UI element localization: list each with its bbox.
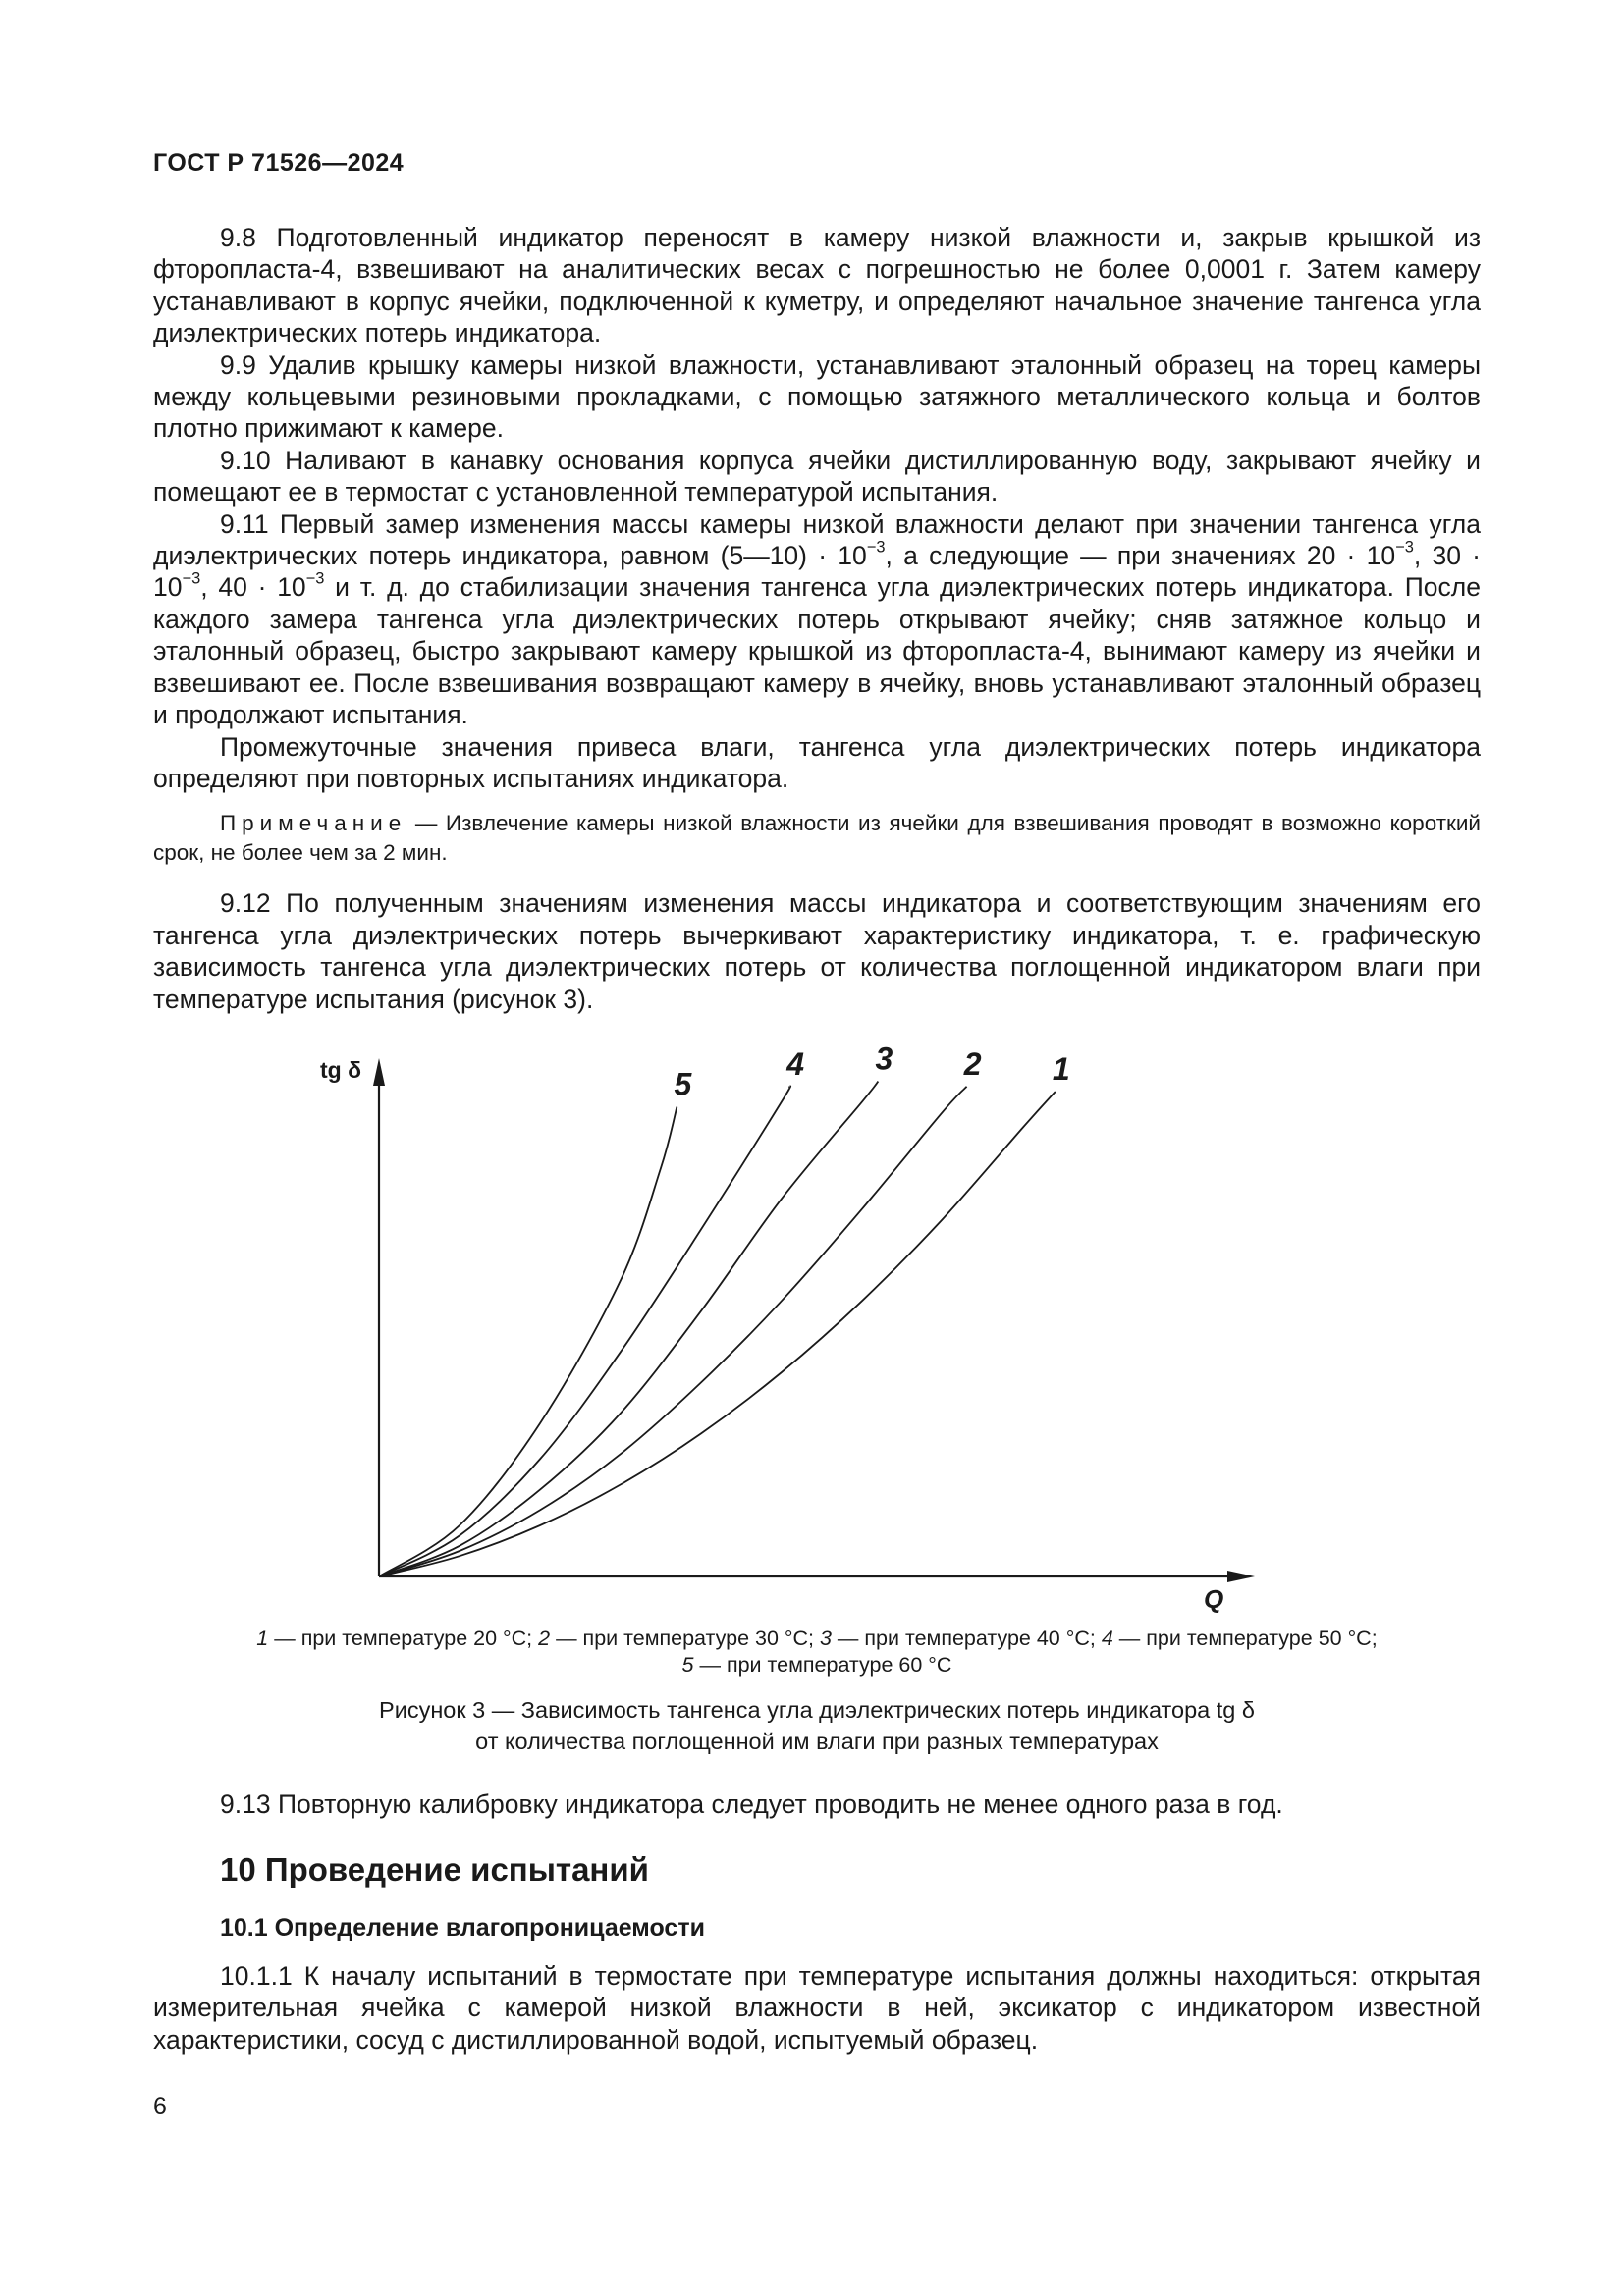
paragraph-9-12: 9.12 По полученным значениям изменения массы индикатора и соответствующим значениям его тангенса угла диэлектрических потерь вычеркивают характеристику индикатора, т. е. графическую зависимость тангенса угла диэлектрических потерь от количества поглощенной индикатором влаги при температуре испытания (рисунок 3). (153, 888, 1481, 1014)
note-text: — Извлечение камеры низкой влажности из ячейки для взвешивания проводят в возможно короткий срок, не более чем за 2 мин. (153, 811, 1481, 866)
paragraph-intermediate: Промежуточные значения привеса влаги, тангенса угла диэлектрических потерь индикатора определяют при повторных испытаниях индикатора. (153, 731, 1481, 793)
series-label-3: 3 (875, 1041, 893, 1077)
document-header: ГОСТ Р 71526—2024 (153, 149, 405, 177)
page-number: 6 (153, 2093, 167, 2120)
section-title: 10 Проведение испытаний (220, 1851, 649, 1888)
note (153, 809, 1481, 868)
series-label-2: 2 (963, 1045, 982, 1082)
exponent: −3 (182, 570, 201, 589)
legend-num: 5 (681, 1653, 694, 1677)
legend-num: 1 (256, 1627, 269, 1650)
note-label: Примечание (220, 811, 407, 836)
paragraph-9-11-part: , 40 · 10 (200, 572, 306, 603)
series-label-4: 4 (786, 1045, 805, 1082)
figure-3 (0, 1031, 1624, 1639)
legend-text: — при температуре 20 °C; (268, 1627, 539, 1650)
paragraph-9-13: 9.13 Повторную калибровку индикатора следует проводить не менее одного раза в год. (220, 1789, 1283, 1819)
legend-line-1 (153, 1626, 1481, 1652)
y-axis-label: tg δ (320, 1057, 362, 1083)
figure-legend (153, 1626, 1481, 1679)
exponent: −3 (305, 570, 325, 589)
paragraph-9-11-part: и т. д. до стабилизации значения тангенса угла диэлектрических потерь индикатора. После каждого замера тангенса угла диэлектрических потерь открывают ячейку; сняв затяжное кольцо и эталонный образец, быстро закрывают камеру крышкой из фторопласта-4, вынимают камеру из ячейки и взвешивают ее. После взвешивания возвращают камеру в ячейку, вновь устанавливают эталонный образец и продолжают испытания. (153, 572, 1481, 730)
paragraph-9-11 (153, 508, 1481, 731)
legend-num: 3 (819, 1627, 832, 1650)
legend-text: — при температуре 50 °C; (1112, 1627, 1378, 1650)
exponent: −3 (866, 538, 886, 557)
caption-line-1: Рисунок 3 — Зависимость тангенса угла диэлектрических потерь индикатора tg δ (379, 1697, 1255, 1723)
x-axis-arrow (1227, 1571, 1255, 1582)
tg-delta-chart (0, 1031, 1624, 1639)
paragraph-9-11-part: 9.11 Первый замер изменения массы камеры низкой влажности делают при значении тангенса угла диэлектрических потерь индикатора, равном (5—10) · 10 (153, 508, 1481, 571)
caption-line-2: от количества поглощенной им влаги при разных температурах (475, 1729, 1159, 1754)
exponent: −3 (1395, 538, 1414, 557)
series-line-2 (379, 1087, 967, 1576)
legend-text: — при температуре 30 °C; (550, 1627, 820, 1650)
legend-text: — при температуре 40 °C; (831, 1627, 1102, 1650)
series-line-3 (379, 1082, 878, 1576)
figure-caption (153, 1694, 1481, 1757)
series-label-1: 1 (1052, 1051, 1070, 1087)
paragraph-9-10: 9.10 Наливают в канавку основания корпуса ячейки дистиллированную воду, закрывают ячейку и помещают ее в термостат с установленной температурой испытания. (153, 445, 1481, 507)
legend-line-2 (153, 1652, 1481, 1679)
paragraph-9-11-part: , а следующие — при значениях 20 · 10 (885, 541, 1396, 571)
series-label-5: 5 (674, 1066, 692, 1102)
series-group (379, 1041, 1070, 1576)
legend-num: 2 (538, 1627, 551, 1650)
paragraph-10-1-1: 10.1.1 К началу испытаний в термостате при температуре испытания должны находиться: открытая измерительная ячейка с камерой низкой влажности в ней, эксикатор с индикатором известной характеристики, сосуд с дистиллированной водой, испытуемый образец. (153, 1961, 1481, 2055)
paragraph-9-11-part: , 30 · 10 (153, 541, 1482, 603)
body-text (153, 222, 1481, 1015)
paragraph-9-8: 9.8 Подготовленный индикатор переносят в камеру низкой влажности и, закрыв крышкой из фторопласта-4, взвешивают на аналитических весах с погрешностью не более 0,0001 г. Затем камеру устанавливают в корпус ячейки, подключенной к куметру, и определяют начальное значение тангенса угла диэлектрических потерь индикатора. (153, 223, 1481, 348)
y-axis-arrow (373, 1058, 385, 1086)
series-line-5 (379, 1107, 677, 1576)
paragraph-9-9: 9.9 Удалив крышку камеры низкой влажности, устанавливают эталонный образец на торец камеры между кольцевыми резиновыми прокладками, с помощью затяжного металлического кольца и болтов плотно прижимают к камере. (153, 349, 1481, 444)
series-line-4 (379, 1086, 790, 1576)
legend-num: 4 (1101, 1627, 1113, 1650)
subsection-title: 10.1 Определение влагопроницаемости (220, 1914, 705, 1942)
legend-text: — при температуре 60 °C (693, 1653, 952, 1677)
x-axis-label: Q (1204, 1584, 1224, 1614)
